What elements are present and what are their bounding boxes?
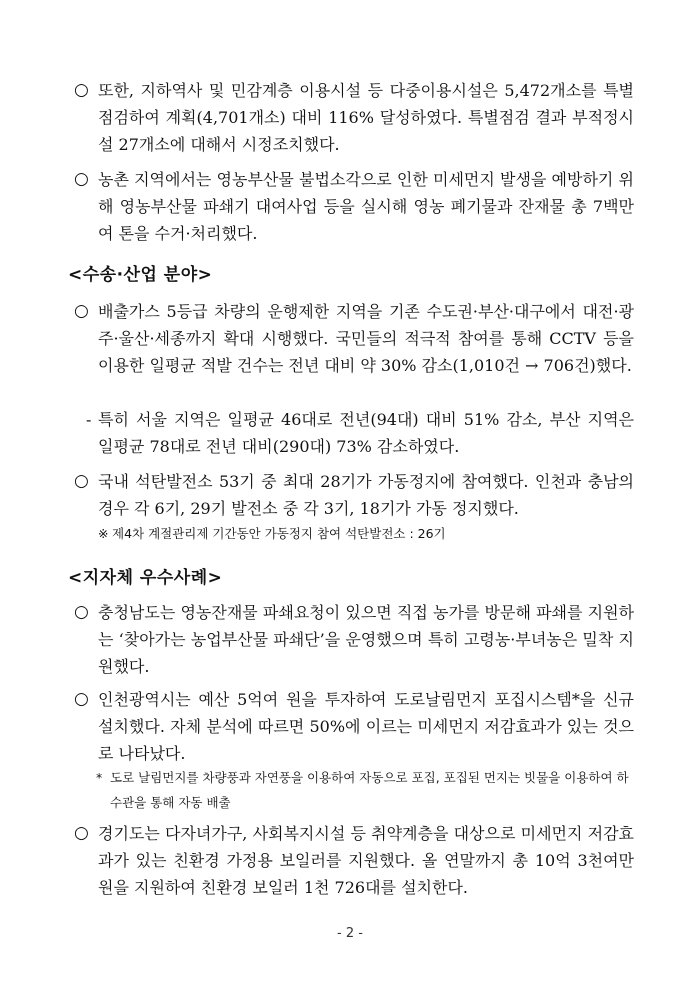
circle-bullet: ○ bbox=[74, 471, 89, 491]
section-heading-local-gov: <지자체 우수사례> bbox=[68, 568, 223, 588]
paragraph-gyeonggi bbox=[74, 820, 634, 901]
circle-bullet: ○ bbox=[74, 80, 89, 100]
circle-bullet: ○ bbox=[74, 169, 89, 189]
paragraph-text: 특히 서울 지역은 일평균 46대로 전년(94대) 대비 51% 감소, 부산 지역은 일평균 78대로 전년 대비(290대) 73% 감소하였다. bbox=[98, 410, 634, 456]
footnote-road-dust bbox=[96, 765, 638, 815]
circle-bullet: ○ bbox=[74, 301, 89, 321]
circle-bullet: ○ bbox=[74, 602, 89, 622]
circle-bullet: ○ bbox=[74, 689, 89, 709]
section-heading-transport: <수송·산업 분야> bbox=[68, 265, 213, 285]
dash-bullet: - bbox=[86, 410, 92, 429]
reference-mark: ※ bbox=[98, 526, 109, 541]
note-text: 제4차 계절관리제 기간동안 가동정지 참여 석탄발전소 : 26기 bbox=[112, 526, 446, 541]
paragraph-incheon bbox=[74, 686, 634, 767]
paragraph-farm-burning bbox=[74, 166, 634, 247]
note-coal-plants bbox=[98, 521, 638, 546]
paragraph-text: 농촌 지역에서는 영농부산물 불법소각으로 인한 미세먼지 발생을 예방하기 위해 영농부산물 파쇄기 대여사업 등을 실시해 영농 폐기물과 잔재물 총 7백만여 톤을 수거·처리했다. bbox=[98, 170, 634, 243]
asterisk-mark: * bbox=[96, 770, 103, 785]
paragraph-chungnam bbox=[74, 599, 634, 680]
page-number: - 2 - bbox=[337, 926, 363, 941]
circle-bullet: ○ bbox=[74, 823, 89, 843]
paragraph-text: 또한, 지하역사 및 민감계층 이용시설 등 다중이용시설은 5,472개소를 특별점검하여 계획(4,701개소) 대비 116% 달성하였다. 특별점검 결과 부적정시설 27개소에 대해서 시정조치했다. bbox=[98, 81, 634, 154]
subparagraph-seoul-busan bbox=[86, 406, 634, 460]
paragraph-text: 충청남도는 영농잔재물 파쇄요청이 있으면 직접 농가를 방문해 파쇄를 지원하는 ‘찾아가는 농업부산물 파쇄단’을 운영했으며 특히 고령농·부녀농은 밀착 지원했다. bbox=[98, 603, 634, 676]
paragraph-coal-plants bbox=[74, 468, 634, 522]
paragraph-vehicle-restriction bbox=[74, 298, 634, 379]
paragraph-text: 국내 석탄발전소 53기 중 최대 28기가 가동정지에 참여했다. 인천과 충남의 경우 각 6기, 29기 발전소 중 각 3기, 18기가 가동 정지했다. bbox=[98, 472, 634, 518]
paragraph-text: 인천광역시는 예산 5억여 원을 투자하여 도로날림먼지 포집시스템*을 신규 설치했다. 자체 분석에 따르면 50%에 이르는 미세먼지 저감효과가 있는 것으로 나타났다. bbox=[98, 690, 634, 763]
paragraph-subway-inspection bbox=[74, 77, 634, 158]
note-text: 도로 날림먼지를 차량풍과 자연풍을 이용하여 자동으로 포집, 포집된 먼지는 빗물을 이용하여 하수관을 통해 자동 배출 bbox=[110, 770, 629, 810]
paragraph-text: 배출가스 5등급 차량의 운행제한 지역을 기존 수도권·부산·대구에서 대전·광주·울산·세종까지 확대 시행했다. 국민들의 적극적 참여를 통해 CCTV 등을 이용한 일평균 적발 건수는 전년 대비 약 30% 감소(1,010건 → 706건)했다. bbox=[98, 302, 634, 375]
paragraph-text: 경기도는 다자녀가구, 사회복지시설 등 취약계층을 대상으로 미세먼지 저감효과가 있는 친환경 가정용 보일러를 지원했다. 올 연말까지 총 10억 3천여만 원을 지원하여 친환경 보일러 1천 726대를 설치한다. bbox=[98, 824, 634, 897]
